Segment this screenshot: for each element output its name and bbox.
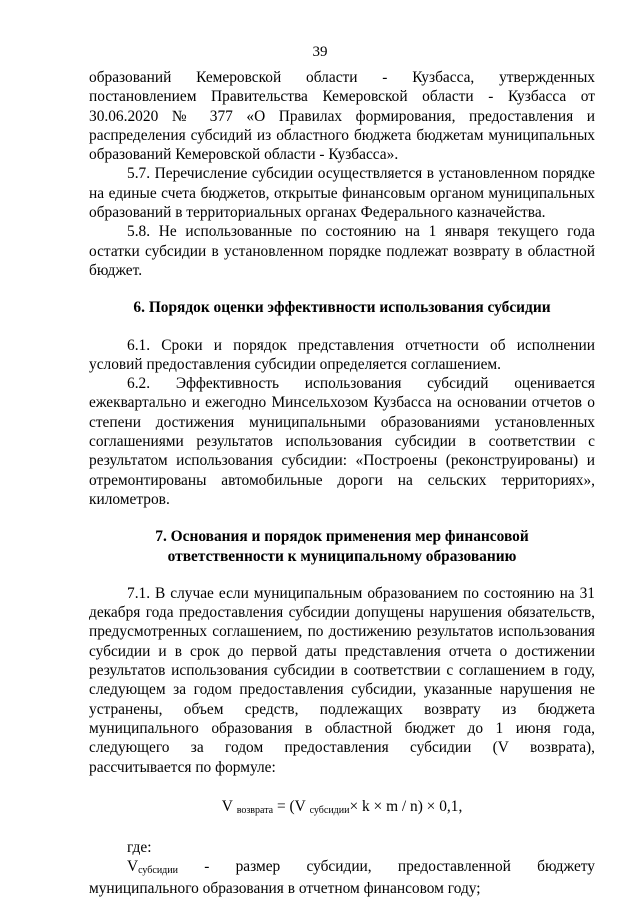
section-6-heading: 6. Порядок оценки эффективности использования субсидии xyxy=(133,299,551,317)
paragraph-6-2: 6.2. Эффективность использования субсидий оценивается ежеквартально и ежегодно Минсельхозом Кузбасса на основании отчетов о степени достижения муниципальными образованиями установленных соглашениями результатов использования субсидии в соответствии с результатом использования субсидии: «Построены (реконструированы) и отремонтированы автомобильные дороги на сельских территориях», километров. xyxy=(89,375,595,508)
paragraph-5-8: 5.8. Не использованные по состоянию на 1 января текущего года остатки субсидии в установленном порядке подлежат возврату в областной бюджет. xyxy=(89,223,595,279)
formula-rest: × k × m / n) × 0,1, xyxy=(349,797,463,815)
paragraph-continuation: образований Кемеровской области - Кузбасса, утвержденных постановлением Правительства Кемеровской области - Кузбасса от 30.06.2020 № 377 «О Правилах формирования, предоставления и распределения субсидий из областного бюджета бюджетам муниципальных образований Кемеровской области - Кузбасса». xyxy=(89,69,595,164)
page-number: 39 xyxy=(312,44,328,60)
formula-sub-subsidii: субсидии xyxy=(309,804,350,816)
paragraph-7-1: 7.1. В случае если муниципальным образованием по состоянию на 31 декабря года предоставления субсидии допущены нарушения обязательств, предусмотренных соглашением, по достижению результатов использования субсидии и в срок до первой даты представления отчета о достижении результатов использования субсидии в соответствии с соглашением в году, следующем за годом предоставления субсидии, указанные нарушения не устранены, объем средств, подлежащих возврату из бюджета муниципального образования в областной бюджет до 1 июня года, следующего за годом предоставления субсидии (V возврата), рассчитывается по формуле: xyxy=(89,584,595,776)
definition-symbol: V xyxy=(127,858,139,876)
paragraph-5-7: 5.7. Перечисление субсидии осуществляется в установленном порядке на единые счета бюджетов, открытые финансовым органом муниципальных образований в территориальных органах Федерального казначейства. xyxy=(89,165,595,222)
formula-v: V xyxy=(221,797,233,815)
section-7-heading-line1: 7. Основания и порядок применения мер финансовой xyxy=(155,528,529,546)
formula-mid: = (V xyxy=(276,797,306,815)
definition-text: - размер субсидии, предоставленной бюджету муниципального образования в отчетном финансовом году; xyxy=(89,858,595,897)
definition-symbol-sub: субсидии xyxy=(138,865,178,877)
paragraph-6-1: 6.1. Сроки и порядок представления отчетности об исполнении условий предоставления субсидии определяется соглашением. xyxy=(89,336,595,373)
section-7-heading-line2: ответственности к муниципальному образованию xyxy=(167,547,517,565)
section-7-heading xyxy=(89,527,595,566)
formula xyxy=(89,797,595,818)
where-label: где: xyxy=(127,839,152,857)
definition-v-subsidii xyxy=(89,857,595,898)
document-body xyxy=(89,68,595,898)
formula-sub-vozvrata: возврата xyxy=(236,804,274,816)
